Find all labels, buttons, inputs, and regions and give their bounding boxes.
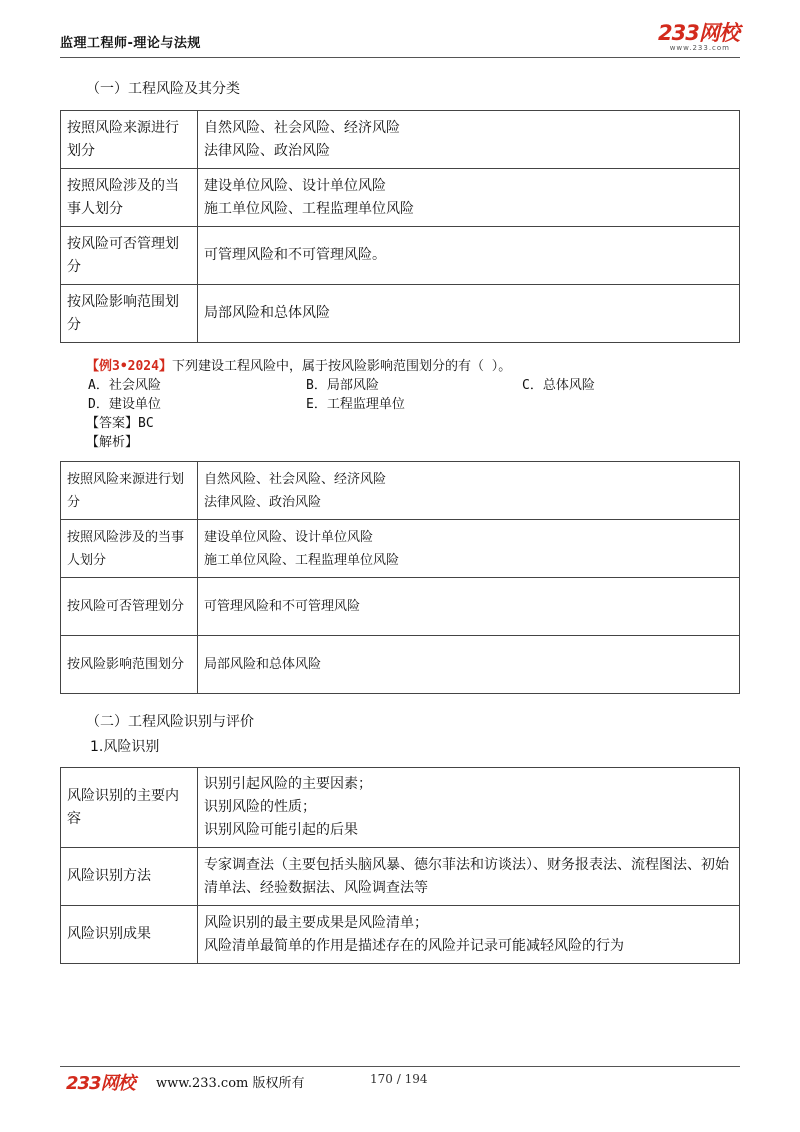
page-header: [60, 22, 740, 58]
table-row: [61, 111, 740, 169]
example-tag: 【例3•2024】: [86, 359, 172, 374]
cell-line: 施工单位风险、工程监理单位风险: [204, 200, 414, 217]
table-key-cell: 风险识别的主要内容: [61, 768, 198, 848]
table-row: [61, 636, 740, 694]
footer-logo: 233网校: [66, 1073, 135, 1094]
table-value-cell: [198, 578, 740, 636]
table-value-cell: [198, 169, 740, 227]
table-key-cell: 风险识别成果: [61, 906, 198, 964]
table-value-cell: [198, 227, 740, 285]
option-b: B．局部风险: [306, 378, 379, 393]
table-key-cell: 按照风险涉及的当事人划分: [61, 169, 198, 227]
option-d: D．建设单位: [88, 397, 161, 412]
option-a: A．社会风险: [88, 378, 161, 393]
table-value-cell: [198, 285, 740, 343]
document-title: 监理工程师-理论与法规: [60, 36, 201, 51]
table-value-cell: [198, 520, 740, 578]
table-key-cell: 按风险影响范围划分: [61, 636, 198, 694]
cell-line: 风险清单最简单的作用是描述存在的风险并记录可能减轻风险的行为: [204, 937, 624, 954]
table-key-cell: 按风险可否管理划分: [61, 578, 198, 636]
table-value-cell: [198, 848, 740, 906]
table-value-cell: [198, 462, 740, 520]
cell-line: 施工单位风险、工程监理单位风险: [204, 552, 400, 568]
table-value-cell: [198, 768, 740, 848]
option-c: C．总体风险: [522, 378, 595, 393]
example-question: [86, 357, 511, 376]
cell-line: 法律风险、政治风险: [204, 142, 330, 159]
table-key-cell: 按照风险来源进行划分: [61, 462, 198, 520]
cell-line: 识别引起风险的主要因素；: [204, 776, 372, 792]
analysis-table: [60, 461, 740, 694]
table-value-cell: [198, 636, 740, 694]
table-value-cell: [198, 111, 740, 169]
table-key-cell: 按照风险涉及的当事人划分: [61, 520, 198, 578]
table-row: [61, 520, 740, 578]
cell-line: 建设单位风险、设计单位风险: [204, 177, 386, 194]
logo-url: www.233.com: [669, 44, 730, 52]
cell-line: 建设单位风险、设计单位风险: [204, 529, 374, 545]
question-text: 下列建设工程风险中，属于按风险影响范围划分的有（ ）。: [171, 359, 512, 374]
cell-line: 专家调查法（主要包括头脑风暴、德尔菲法和访谈法）、财务报表法、流程图法、初始清单法、经验数据法、风险调查法等: [204, 856, 729, 896]
cell-line: 法律风险、政治风险: [204, 494, 322, 510]
table-key-cell: 按风险可否管理划分: [61, 227, 198, 285]
table-row: [61, 848, 740, 906]
subheading-risk-identification: 1.风险识别: [90, 739, 160, 755]
section-heading-2: （二）工程风险识别与评价: [86, 714, 254, 730]
table-key-cell: 按风险影响范围划分: [61, 285, 198, 343]
table-value-cell: [198, 906, 740, 964]
option-e: E．工程监理单位: [306, 397, 405, 412]
cell-line: 风险识别的最主要成果是风险清单；: [204, 914, 428, 931]
table-row: [61, 227, 740, 285]
cell-line: 局部风险和总体风险: [204, 305, 330, 321]
analysis-line: 【解析】: [86, 435, 139, 450]
cell-line: 可管理风险和不可管理风险。: [204, 247, 386, 263]
footer-copyright: www.233.com 版权所有: [156, 1076, 305, 1091]
table-row: [61, 578, 740, 636]
table-row: [61, 462, 740, 520]
table-key-cell: 按照风险来源进行划分: [61, 111, 198, 169]
logo-text: 233网校: [658, 21, 739, 45]
cell-line: 自然风险、社会风险、经济风险: [204, 471, 387, 487]
table-row: [61, 285, 740, 343]
cell-line: 识别风险的性质；: [204, 799, 316, 815]
page-footer: [60, 1066, 740, 1094]
table-key-cell: 风险识别方法: [61, 848, 198, 906]
section-heading-1: （一）工程风险及其分类: [86, 81, 240, 97]
table-row: [61, 906, 740, 964]
table-row: [61, 169, 740, 227]
cell-line: 局部风险和总体风险: [204, 657, 322, 672]
risk-classification-table: [60, 110, 740, 343]
cell-line: 识别风险可能引起的后果: [204, 822, 358, 838]
table-row: [61, 768, 740, 848]
brand-logo: [658, 22, 740, 52]
risk-identification-table: [60, 767, 740, 964]
answer-line: 【答案】BC: [86, 416, 154, 431]
page-number: 170 / 194: [370, 1072, 428, 1086]
cell-line: 可管理风险和不可管理风险: [204, 599, 361, 614]
cell-line: 自然风险、社会风险、经济风险: [204, 119, 400, 136]
